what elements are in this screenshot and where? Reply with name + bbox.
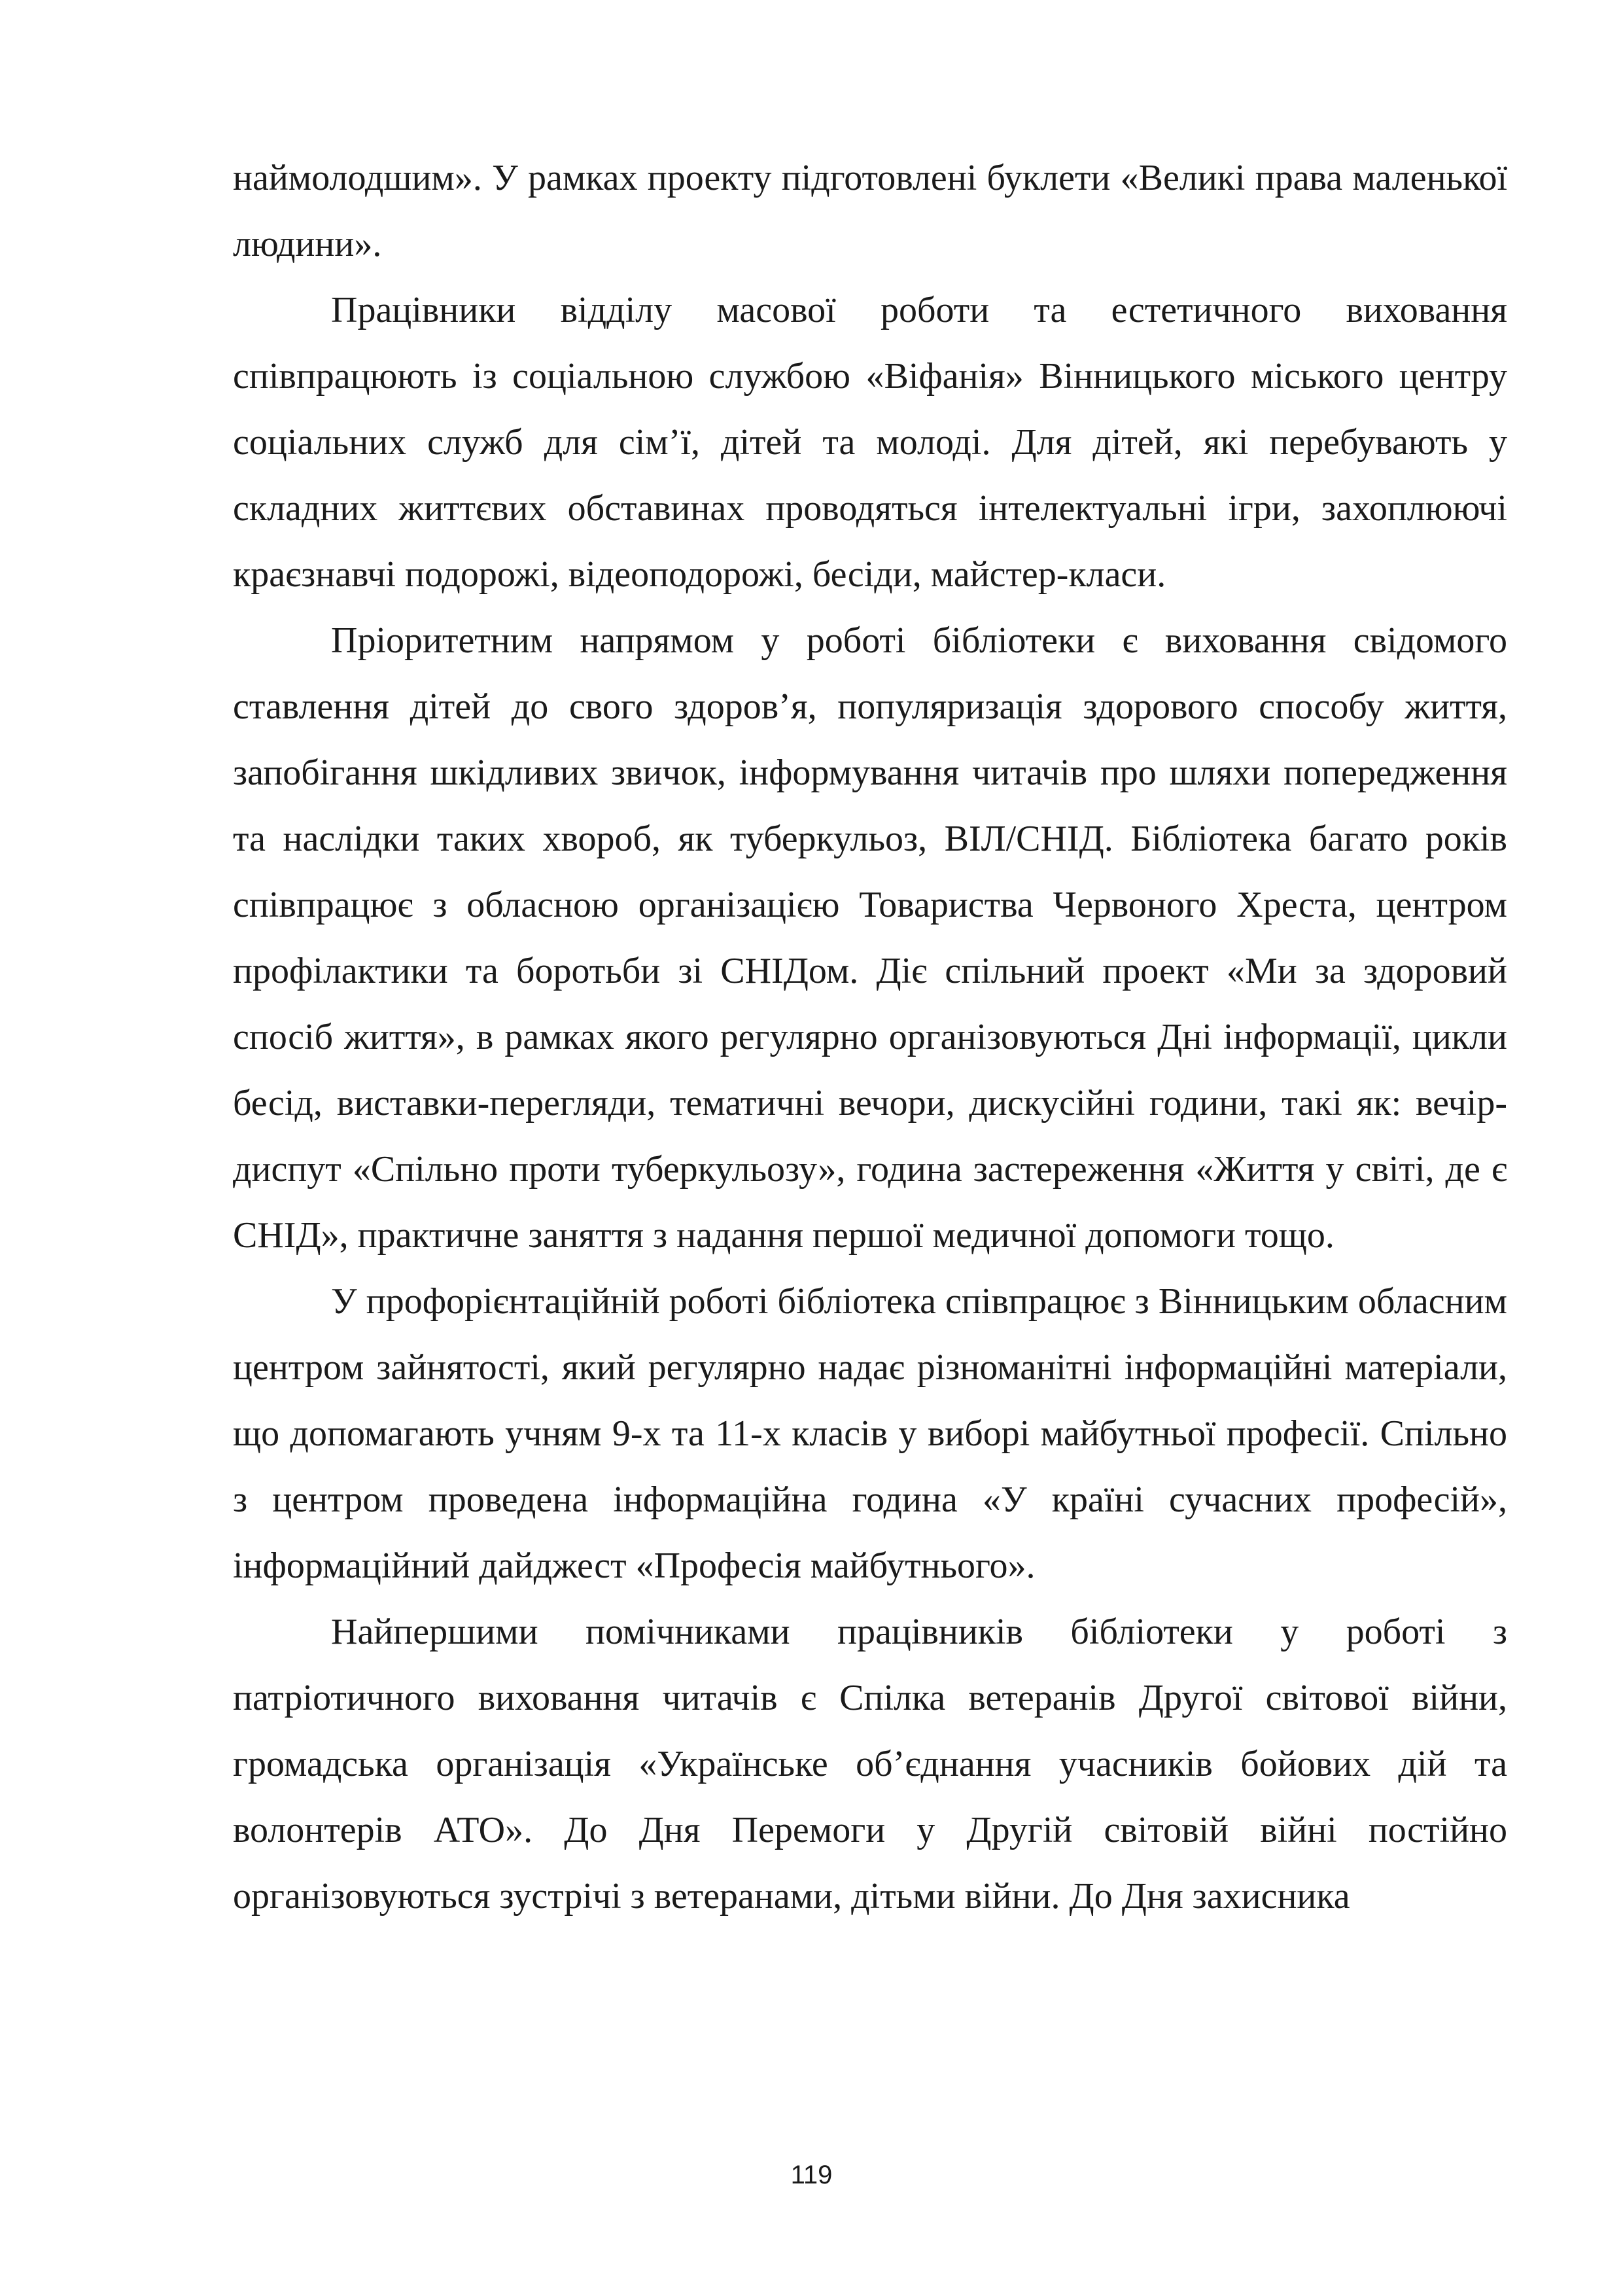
paragraph-2: Працівники відділу масової роботи та естетичного виховання співпрацюють із соціальною службою «Віфанія» Вінницького міського центру соціальних служб для сім’ї, дітей та молоді. Для дітей, які перебувають у складних життєвих обставинах проводяться інтелектуальні ігри, захоплюючі краєзнавчі подорожі, відеоподорожі, бесіди, майстер-класи. (233, 290, 1507, 595)
body-text (233, 145, 1507, 1930)
paragraph-4: У профорієнтаційній роботі бібліотека співпрацює з Вінницьким обласним центром зайнятості, який регулярно надає різноманітні інформаційні матеріали, що допомагають учням 9-х та 11-х класів у виборі майбутньої професії. Спільно з центром проведена інформаційна година «У країні сучасних професій», інформаційний дайджест «Професія майбутнього». (233, 1281, 1507, 1586)
page-number: 119 (790, 2161, 833, 2189)
paragraph-1: наймолодшим». У рамках проекту підготовлені буклети «Великі права маленької людини». (233, 158, 1507, 264)
paragraph-5: Найпершими помічниками працівників бібліотеки у роботі з патріотичного виховання читачів є Спілка ветеранів Другої світової війни, громадська організація «Українське об’єднання учасників бойових дій та волонтерів АТО». До Дня Перемоги у Другій світовій війні постійно організовуються зустрічі з ветеранами, дітьми війни. До Дня захисника (233, 1612, 1507, 1916)
paragraph-3: Пріоритетним напрямом у роботі бібліотеки є виховання свідомого ставлення дітей до свого здоров’я, популяризація здорового способу життя, запобігання шкідливих звичок, інформування читачів про шляхи попередження та наслідки таких хвороб, як туберкульоз, ВІЛ/СНІД. Бібліотека багато років співпрацює з обласною організацією Товариства Червоного Хреста, центром профілактики та боротьби зі СНІДом. Діє спільний проект «Ми за здоровий спосіб життя», в рамках якого регулярно організовуються Дні інформації, цикли бесід, виставки-перегляди, тематичні вечори, дискусійні години, такі як: вечір-диспут «Спільно проти туберкульозу», година застереження «Життя у світі, де є СНІД», практичне заняття з надання першої медичної допомоги тощо. (233, 620, 1507, 1256)
